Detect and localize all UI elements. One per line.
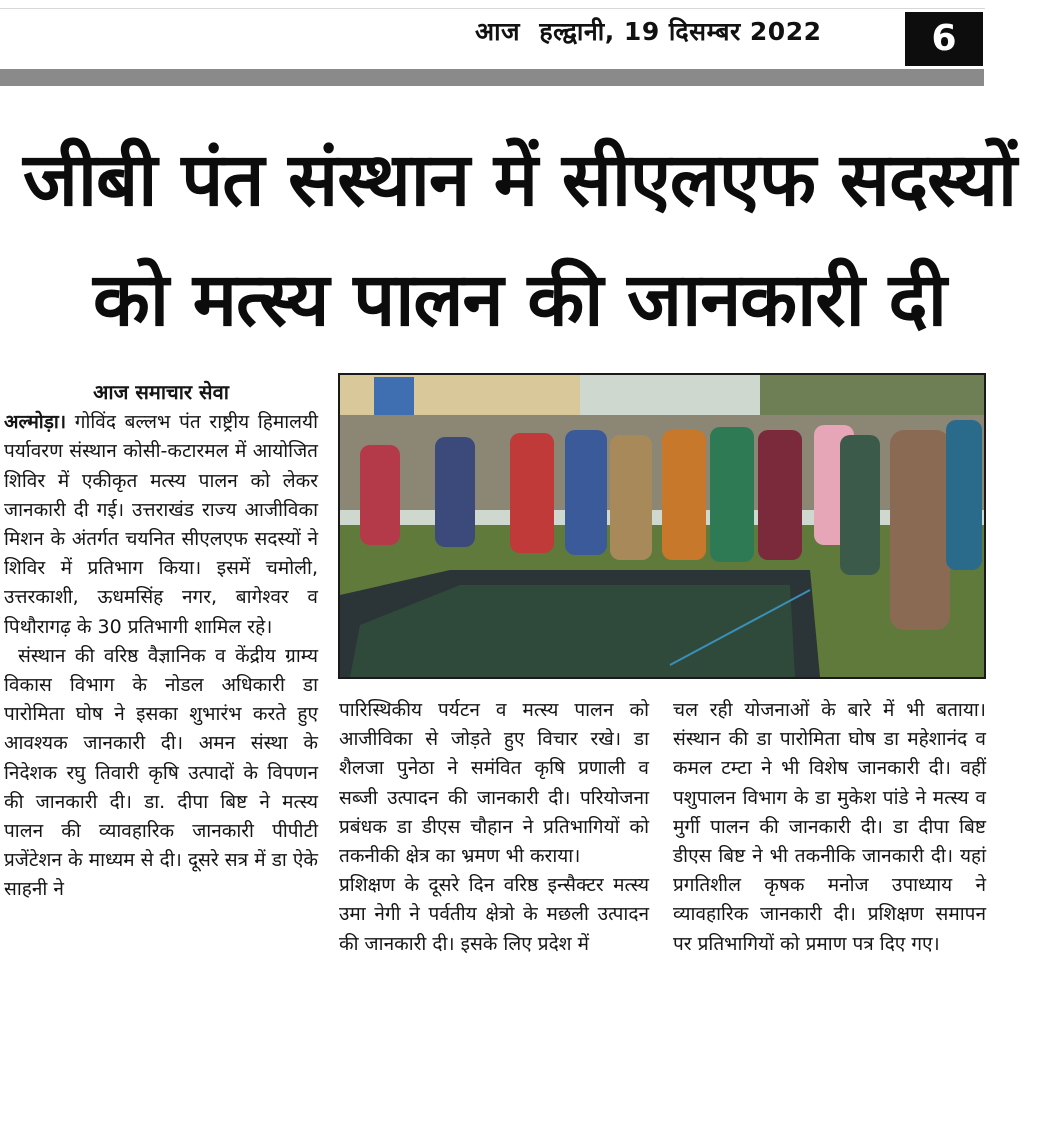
dateline: अल्मोड़ा। — [4, 411, 67, 434]
byline: आज समाचार सेवा — [93, 380, 229, 404]
article-column-3 — [673, 696, 986, 959]
headline-line-1: जीबी पंत संस्थान में सीएलएफ सदस्यों — [22, 137, 1017, 223]
headline — [0, 120, 1039, 360]
city-and-date: हल्द्वानी, 19 दिसम्बर 2022 — [539, 17, 822, 46]
article-paragraph-3: पारिस्थिकीय पर्यटन व मत्स्य पालन को आजीविका से जोड़ते हुए विचार रखे। डा शैलजा पुनेठा ने समंवित कृषि प्रणाली व सब्जी उत्पादन की जानकारी दी। परियोजना प्रबंधक डा डीएस चौहान ने प्रतिभागियों को तकनीकी क्षेत्र का भ्रमण भी कराया। — [339, 699, 649, 868]
photo-person — [565, 430, 607, 555]
photo-blue-drum — [374, 377, 414, 420]
photo-person — [360, 445, 400, 545]
article-paragraph-5: चल रही योजनाओं के बारे में भी बताया। संस्थान की डा पारोमिता घोष डा महेशानंद व कमल टम्टा ने भी विशेष जानकारी दी। वहीं पशुपालन विभाग के डा मुकेश पांडे ने मत्स्य व मुर्गी पालन की जानकारी दी। डा दीपा बिष्ट डीएस बिष्ट ने भी तकनीकि जानकारी दी। यहां प्रगतिशील कृषक मनोज उपाध्याय ने व्यावहारिक जानकारी दी। प्रशिक्षण समापन पर प्रतिभागियों को प्रमाण पत्र दिए गए। — [673, 699, 986, 955]
newspaper-name: आज — [475, 17, 521, 46]
photo-person — [610, 435, 652, 560]
photo-person — [510, 433, 554, 553]
photo-person — [758, 430, 802, 560]
photo-person — [710, 427, 754, 562]
news-photo — [338, 373, 986, 679]
photo-trees — [760, 375, 984, 415]
photo-person-speaker — [890, 430, 950, 630]
article-paragraph-4: प्रशिक्षण के दूसरे दिन वरिष्ठ इन्सैक्टर मत्स्य उमा नेगी ने पर्वतीय क्षेत्रो के मछली उत्पादन की जानकारी दी। इसके लिए प्रदेश में — [339, 874, 649, 955]
article-paragraph-1 — [4, 408, 318, 642]
headline-line-2: को मत्स्य पालन की जानकारी दी — [93, 257, 946, 343]
article-column-1 — [4, 378, 318, 905]
article-paragraph-1-text: गोविंद बल्लभ पंत राष्ट्रीय हिमालयी पर्यावरण संस्थान कोसी-कटारमल में आयोजित शिविर में एकीकृत मत्स्य पालन को लेकर जानकारी दी गई। उत्तराखंड राज्य आजीविका मिशन के अंतर्गत चयनित सीएलएफ सदस्यों ने शिविर में प्रतिभाग किया। इसमें चमोली, उत्तरकाशी, ऊधमसिंह नगर, बागेश्वर व पिथौरागढ़ के 30 प्रतिभागी शामिल रहे। — [4, 411, 318, 638]
photo-illustration — [340, 375, 984, 677]
top-rule — [0, 8, 985, 9]
photo-person — [662, 430, 706, 560]
article-paragraph-2: संस्थान की वरिष्ठ वैज्ञानिक व केंद्रीय ग्राम्य विकास विभाग के नोडल अधिकारी डा पारोमिता घोष ने इसका शुभारंभ करते हुए आवश्यक जानकारी दी। अमन संस्था के निदेशक रघु तिवारी कृषि उत्पादों के विपणन की जानकारी दी। डा. दीपा बिष्ट ने मत्स्य पालन की व्यावहारिक जानकारी पीपीटी प्रजेंटेशन के माध्यम से दी। दूसरे सत्र में डा ऐके साहनी ने — [4, 644, 318, 901]
photo-person — [435, 437, 475, 547]
article-column-2 — [339, 696, 649, 959]
page-number: 6 — [905, 12, 983, 66]
masthead — [475, 14, 905, 48]
photo-person — [946, 420, 982, 570]
header-bar — [0, 69, 984, 86]
photo-person — [840, 435, 880, 575]
